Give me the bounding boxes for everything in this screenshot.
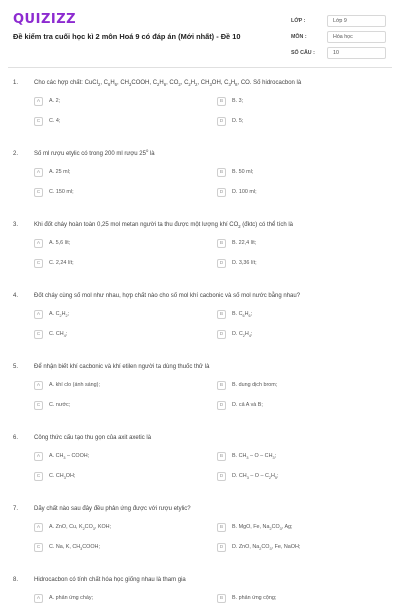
answer-option-d[interactable] <box>217 469 279 483</box>
worksheet-header <box>0 0 400 62</box>
option-text: B. phản ứng cộng; <box>232 595 277 601</box>
option-text: A. 2; <box>49 98 61 104</box>
answer-option-a[interactable] <box>34 307 69 321</box>
quizizz-logo: QUIZIZZ <box>13 12 77 27</box>
option-text: A. khí clo (ánh sáng); <box>49 382 100 388</box>
option-text: B. dung dịch brom; <box>232 382 278 388</box>
answer-option-c[interactable] <box>34 327 67 341</box>
answer-option-b[interactable] <box>217 449 276 463</box>
option-letter-box: B <box>217 594 226 603</box>
question-number: 6. <box>13 435 19 441</box>
answer-option-c[interactable] <box>34 469 75 483</box>
option-text: D. $CH_3$ – O – $C_2H_5$; <box>232 473 279 481</box>
option-text: D. $C_2H_4$; <box>232 331 253 339</box>
option-text: D. 100 ml; <box>232 189 257 195</box>
answer-option-a[interactable] <box>34 165 70 179</box>
option-letter-box: A <box>34 452 43 461</box>
answer-option-c[interactable] <box>34 540 100 554</box>
header-divider <box>8 67 392 68</box>
option-text: A. $C_2H_2$; <box>49 311 70 319</box>
option-letter-box: B <box>217 97 226 106</box>
answer-option-a[interactable] <box>34 94 60 108</box>
answer-option-d[interactable] <box>217 256 257 270</box>
option-text: A. 25 ml; <box>49 169 71 175</box>
option-letter-box: B <box>217 310 226 319</box>
option-text: B. $CH_3$ – O – $CH_3$; <box>232 453 277 461</box>
answer-option-a[interactable] <box>34 520 111 534</box>
option-text: C. $CH_4$; <box>49 331 68 339</box>
meta-row-class <box>291 14 386 28</box>
answer-option-c[interactable] <box>34 114 60 128</box>
answer-option-b[interactable] <box>217 307 252 321</box>
option-letter-box: D <box>217 543 226 552</box>
option-letter-box: A <box>34 594 43 603</box>
option-letter-box: C <box>34 117 43 126</box>
option-text: C. $CH_3OH$; <box>49 473 76 481</box>
question-text: Đốt cháy cùng số mol như nhau, hợp chất nào cho số mol khí cacbonic và số mol nước bằng nhau? <box>34 293 301 299</box>
answer-option-b[interactable] <box>217 520 293 534</box>
question-text: Để nhận biết khí cacbonic và khí etilen người ta dùng thuốc thử là <box>34 364 210 370</box>
option-letter-box: A <box>34 97 43 106</box>
answer-option-d[interactable] <box>217 327 252 341</box>
answer-option-a[interactable] <box>34 236 70 250</box>
meta-row-subject <box>291 30 386 44</box>
answer-option-a[interactable] <box>34 378 100 392</box>
option-letter-box: B <box>217 168 226 177</box>
answer-option-c[interactable] <box>34 256 74 270</box>
question-number: 5. <box>13 364 19 370</box>
answer-option-d[interactable] <box>217 114 243 128</box>
option-text: C. nước; <box>49 402 71 408</box>
question-number: 1. <box>13 80 19 86</box>
answer-option-d[interactable] <box>217 540 300 554</box>
answer-option-b[interactable] <box>217 165 253 179</box>
option-letter-box: C <box>34 543 43 552</box>
question-text: Công thức cấu tạo thu gọn của axit axetic là <box>34 435 152 441</box>
option-text: C. 150 ml; <box>49 189 74 195</box>
answer-option-d[interactable] <box>217 398 263 412</box>
option-text: C. 4; <box>49 118 61 124</box>
question-number: 3. <box>13 222 19 228</box>
option-letter-box: A <box>34 381 43 390</box>
question-text: Dãy chất nào sau đây đều phản ứng được với rượu etylic? <box>34 506 191 512</box>
option-letter-box: C <box>34 472 43 481</box>
question-text: Khi đốt cháy hoàn toàn 0,25 mol metan người ta thu được một lượng khí $CO_2$ (đktc) có thể tích là <box>34 222 293 230</box>
option-text: A. $CH_3$ – COOH; <box>49 453 90 461</box>
answer-option-a[interactable] <box>34 449 89 463</box>
option-letter-box: D <box>217 188 226 197</box>
option-letter-box: B <box>217 452 226 461</box>
option-letter-box: A <box>34 523 43 532</box>
option-text: C. Na, K, $CH_3COOH$; <box>49 544 100 552</box>
question-text: Cho các hợp chất: CuCl$_2$, $C_6H_6$, $CH_3COOH$, $C_2H_6$, $CO_2$, $C_2H_2$, $CH_3OH$, $C_3H_8$, CO. Số hidrocacbon là <box>34 80 302 88</box>
option-text: D. 5; <box>232 118 244 124</box>
option-letter-box: D <box>217 330 226 339</box>
option-text: A. 5,6 lít; <box>49 240 71 246</box>
option-letter-box: C <box>34 401 43 410</box>
answer-option-c[interactable] <box>34 398 70 412</box>
answer-option-b[interactable] <box>217 591 276 605</box>
answer-option-a[interactable] <box>34 591 93 605</box>
option-text: D. ZnO, $Na_2CO_3$, Fe, NaOH; <box>232 544 301 552</box>
option-text: A. ZnO, Cu, $K_2CO_3$, KOH; <box>49 524 112 532</box>
question-number: 2. <box>13 151 19 157</box>
answer-option-c[interactable] <box>34 185 74 199</box>
answer-option-b[interactable] <box>217 236 256 250</box>
option-letter-box: D <box>217 472 226 481</box>
meta-value-count: 10 <box>327 47 386 59</box>
meta-value-subject: Hóa học <box>327 31 386 43</box>
option-text: B. 50 ml; <box>232 169 254 175</box>
question-text: Hidrocacbon có tính chất hóa học giống nhau là tham gia <box>34 577 186 583</box>
worksheet-meta <box>291 14 386 62</box>
question-number: 4. <box>13 293 19 299</box>
option-letter-box: A <box>34 239 43 248</box>
option-letter-box: B <box>217 381 226 390</box>
answer-option-d[interactable] <box>217 185 257 199</box>
option-text: B. $C_6H_6$; <box>232 311 253 319</box>
option-text: B. MgO, Fe, $Na_2CO_3$, Ag; <box>232 524 293 532</box>
option-letter-box: C <box>34 330 43 339</box>
answer-option-b[interactable] <box>217 94 243 108</box>
meta-label: SỐ CÂU : <box>291 50 315 56</box>
option-letter-box: D <box>217 259 226 268</box>
option-letter-box: A <box>34 168 43 177</box>
question-number: 8. <box>13 577 19 583</box>
option-letter-box: A <box>34 310 43 319</box>
option-letter-box: B <box>217 523 226 532</box>
option-text: D. cả A và B; <box>232 402 263 408</box>
meta-row-count <box>291 46 386 60</box>
option-text: C. 2,24 lít; <box>49 260 74 266</box>
worksheet-title: Đề kiểm tra cuối học kì 2 môn Hoá 9 có đáp án (Mới nhất) - Đề 10 <box>13 32 241 41</box>
option-text: B. 3; <box>232 98 244 104</box>
option-letter-box: D <box>217 401 226 410</box>
option-letter-box: C <box>34 259 43 268</box>
option-text: D. 3,36 lít; <box>232 260 257 266</box>
option-letter-box: D <box>217 117 226 126</box>
meta-label: MÔN : <box>291 34 307 40</box>
question-number: 7. <box>13 506 19 512</box>
answer-option-b[interactable] <box>217 378 277 392</box>
question-text: Số ml rượu etylic có trong 200 ml rượu 25$^o$ là <box>34 148 155 157</box>
option-text: A. phản ứng cháy; <box>49 595 94 601</box>
option-text: B. 22,4 lít; <box>232 240 257 246</box>
option-letter-box: B <box>217 239 226 248</box>
meta-label: LỚP : <box>291 18 306 24</box>
option-letter-box: C <box>34 188 43 197</box>
meta-value-class: Lớp 9 <box>327 15 386 27</box>
